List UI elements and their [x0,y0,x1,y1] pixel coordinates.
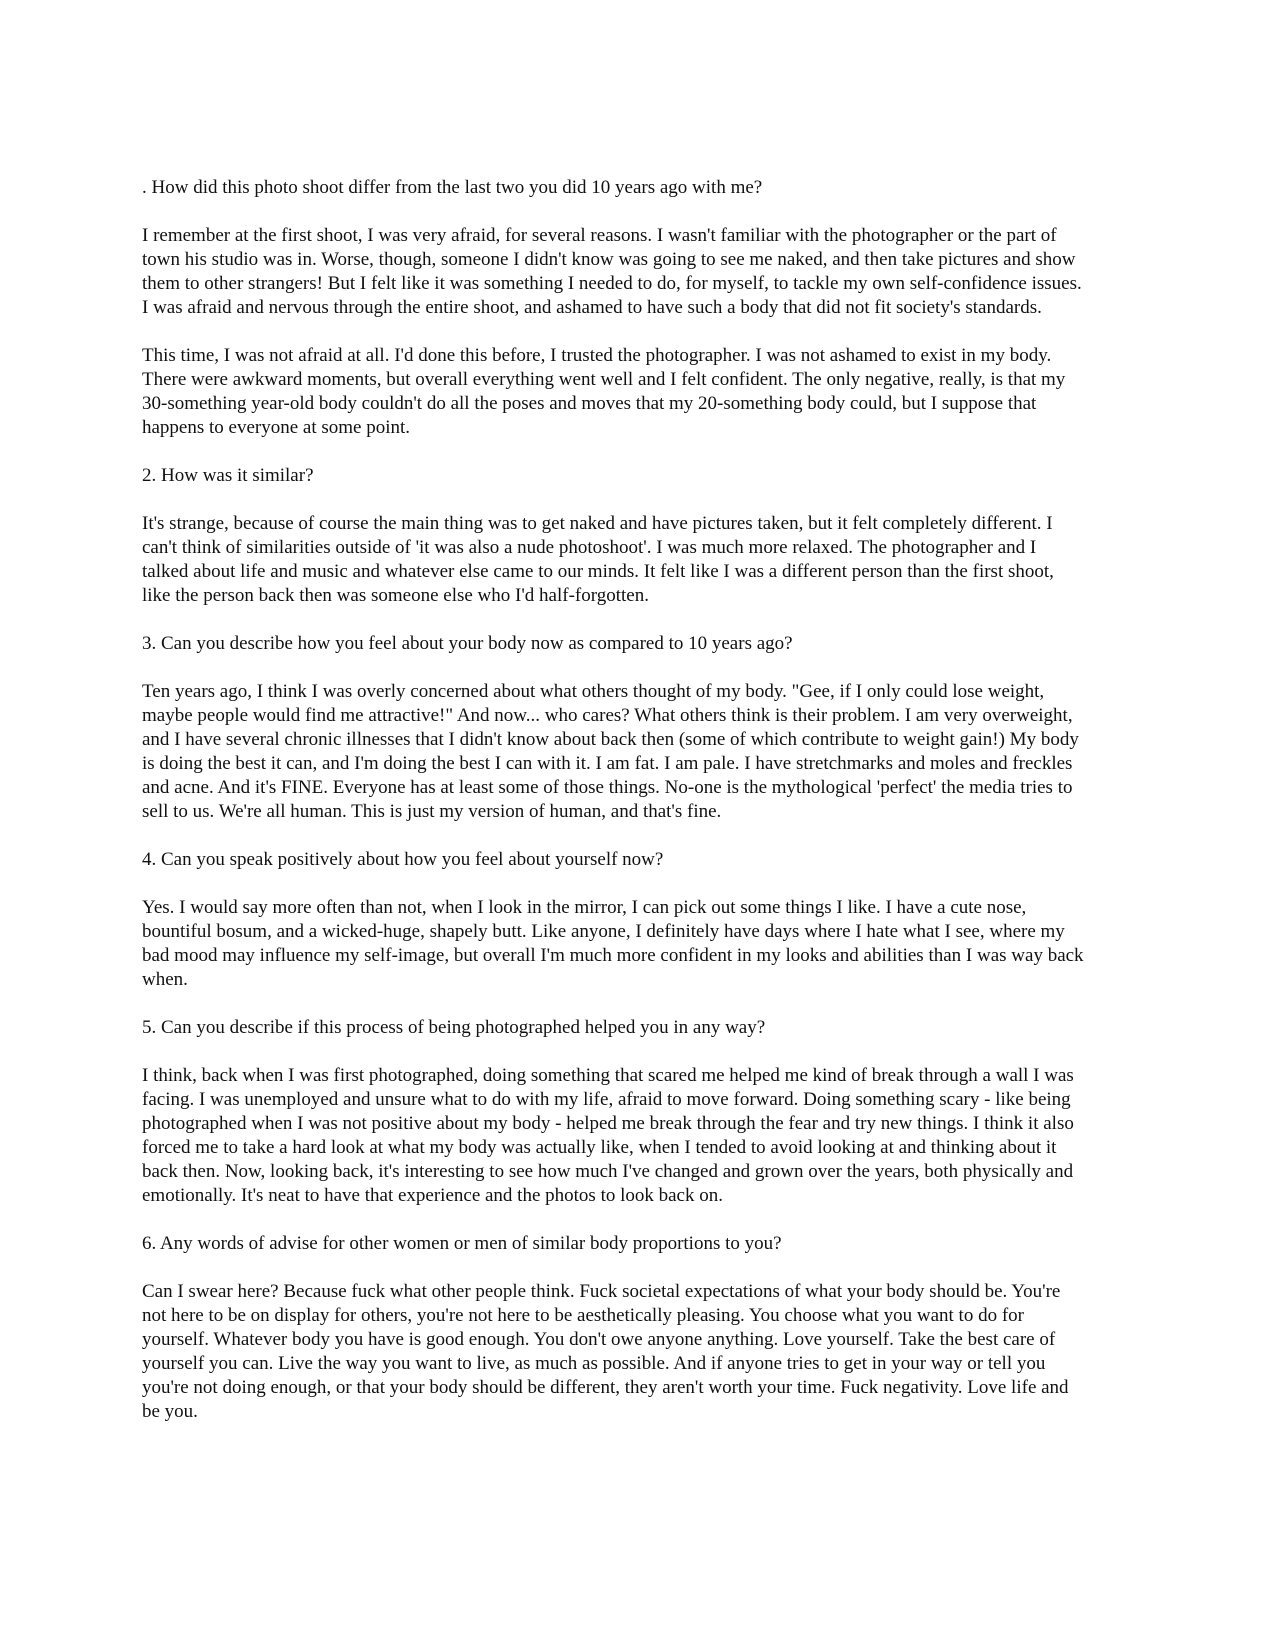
answer-2: It's strange, because of course the main thing was to get naked and have pictures taken, but it felt completely different. I can't think of similarities outside of 'it was also a nude photoshoot'. I was much more relaxed. The photographer and I talked about life and music and whatever else came to our minds. It felt like I was a different person than the first shoot, like the person back then was someone else who I'd half-forgotten. [142,513,1054,606]
question-6: 6. Any words of advise for other women or men of similar body proportions to you? [142,1233,782,1254]
question-3: 3. Can you describe how you feel about your body now as compared to 10 years ago? [142,633,793,654]
answer-6: Can I swear here? Because fuck what other people think. Fuck societal expectations of what your body should be. You're not here to be on display for others, you're not here to be aesthetically pleasing. You choose what you want to do for yourself. Whatever body you have is good enough. You don't owe anyone anything. Love yourself. Take the best care of yourself you can. Live the way you want to live, as much as possible. And if anyone tries to get in your way or tell you you're not doing enough, or that your body should be different, they aren't worth your time. Fuck negativity. Love life and be you. [142,1281,1069,1422]
answer-5: I think, back when I was first photographed, doing something that scared me helped me kind of break through a wall I was facing. I was unemployed and unsure what to do with my life, afraid to move forward. Doing something scary - like being photographed when I was not positive about my body - helped me break through the fear and try new things. I think it also forced me to take a hard look at what my body was actually like, when I tended to avoid looking at and thinking about it back then. Now, looking back, it's interesting to see how much I've changed and grown over the years, both physically and emotionally. It's neat to have that experience and the photos to look back on. [142,1065,1074,1206]
answer-3: Ten years ago, I think I was overly concerned about what others thought of my body. "Gee, if I only could lose weight, maybe people would find me attractive!" And now... who cares? What others think is their problem. I am very overweight, and I have several chronic illnesses that I didn't know about back then (some of which contribute to weight gain!) My body is doing the best it can, and I'm doing the best I can with it. I am fat. I am pale. I have stretchmarks and moles and freckles and acne. And it's FINE. Everyone has at least some of those things. No-one is the mythological 'perfect' the media tries to sell to us. We're all human. This is just my version of human, and that's fine. [142,681,1079,822]
question-1: . How did this photo shoot differ from the last two you did 10 years ago with me? [142,177,763,198]
question-4: 4. Can you speak positively about how you feel about yourself now? [142,849,664,870]
answer-1a: I remember at the first shoot, I was very afraid, for several reasons. I wasn't familiar with the photographer or the part of town his studio was in. Worse, though, someone I didn't know was going to see me naked, and then take pictures and show them to other strangers! But I felt like it was something I needed to do, for myself, to tackle my own self-confidence issues. I was afraid and nervous through the entire shoot, and ashamed to have such a body that did not fit society's standards. [142,225,1082,318]
answer-4: Yes. I would say more often than not, when I look in the mirror, I can pick out some things I like. I have a cute nose, bountiful bosum, and a wicked-huge, shapely butt. Like anyone, I definitely have days where I hate what I see, where my bad mood may influence my self-image, but overall I'm much more confident in my looks and abilities than I was way back when. [142,897,1084,990]
answer-1b: This time, I was not afraid at all. I'd done this before, I trusted the photographer. I was not ashamed to exist in my body. There were awkward moments, but overall everything went well and I felt confident. The only negative, really, is that my 30-something year-old body couldn't do all the poses and moves that my 20-something body could, but I suppose that happens to everyone at some point. [142,345,1066,438]
question-2: 2. How was it similar? [142,465,314,486]
document-body [142,176,1087,1448]
question-5: 5. Can you describe if this process of being photographed helped you in any way? [142,1017,766,1038]
